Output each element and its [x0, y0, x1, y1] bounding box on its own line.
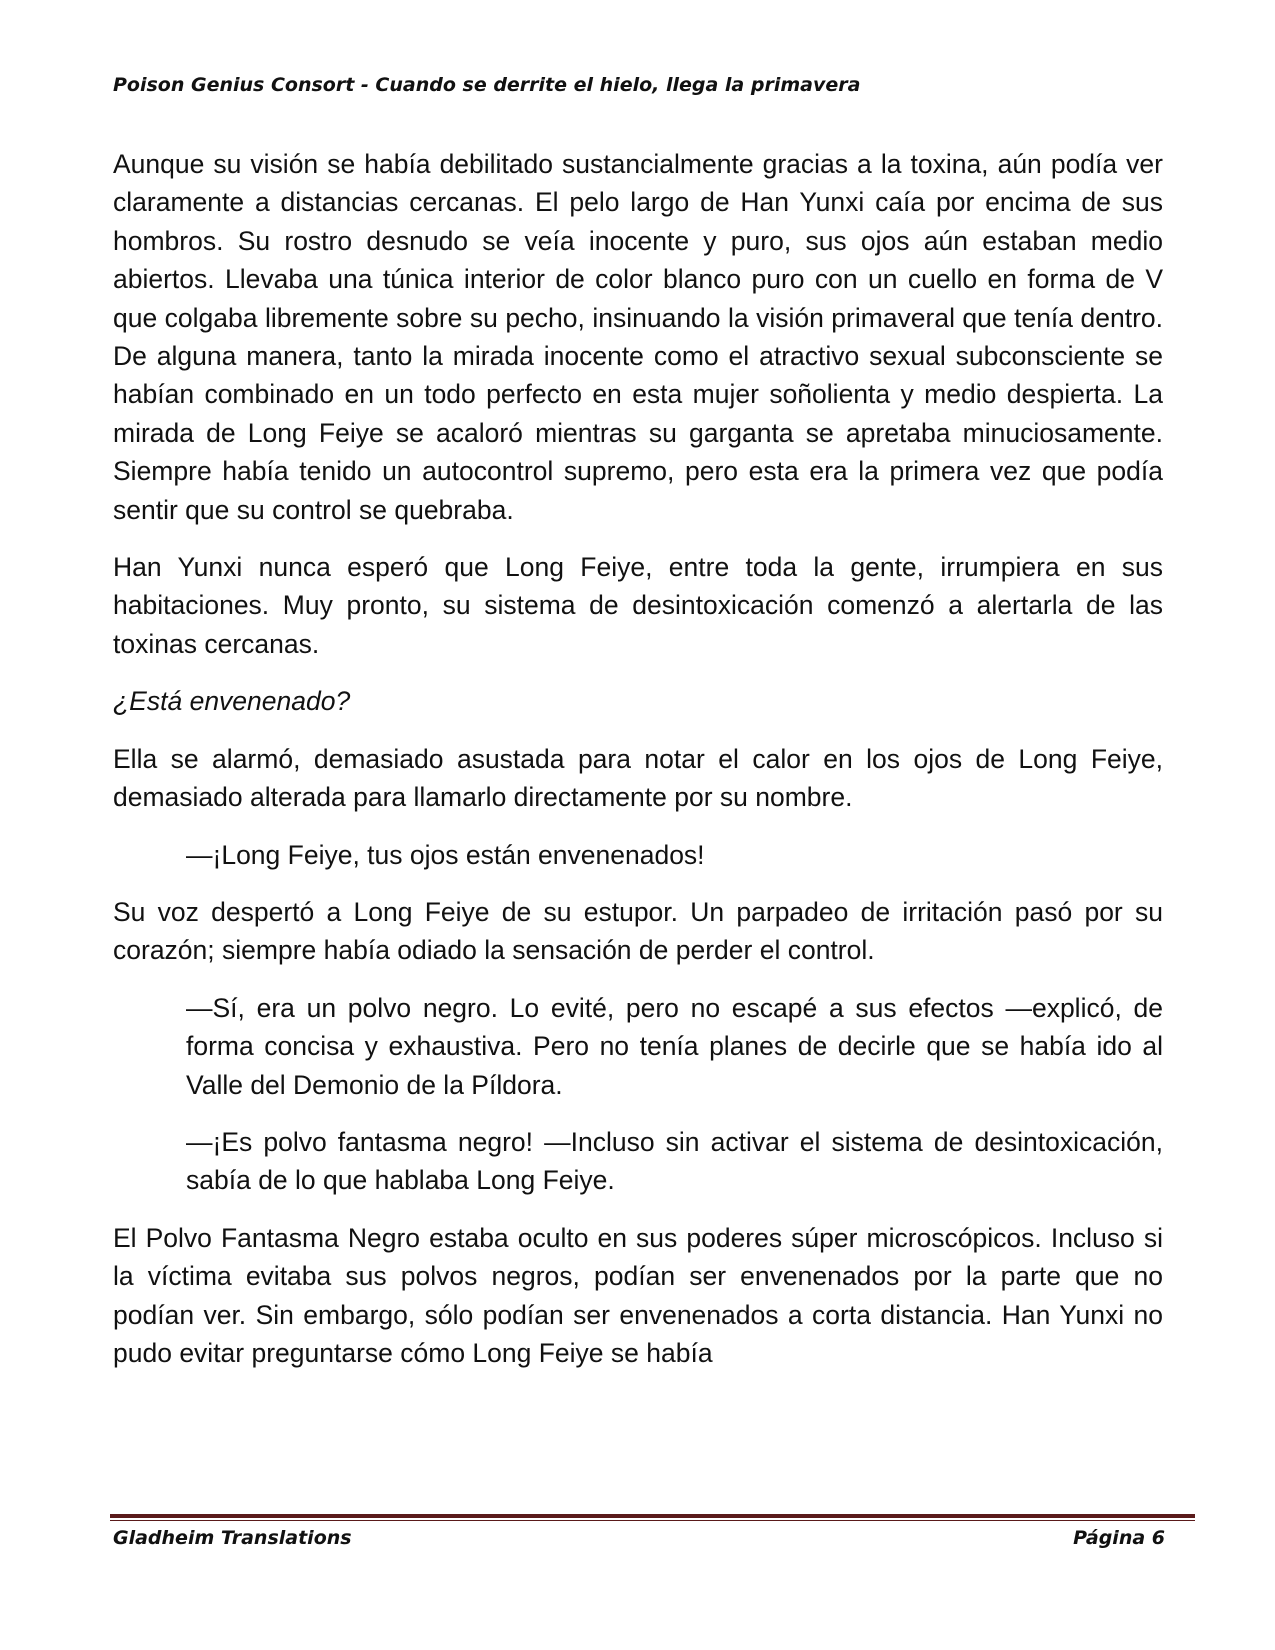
- document-body: [113, 145, 1163, 1372]
- paragraph-italic-thought: ¿Está envenenado?: [113, 686, 351, 717]
- paragraph: Han Yunxi nunca esperó que Long Feiye, entre toda la gente, irrumpiera en sus habitaciones. Muy pronto, su sistema de desintoxicación comenzó a alertarla de las toxinas cercanas.: [113, 552, 1163, 659]
- paragraph: Ella se alarmó, demasiado asustada para notar el calor en los ojos de Long Feiye, demasiado alterada para llamarlo directamente por su nombre.: [113, 743, 1163, 813]
- dialogue-paragraph: —¡Es polvo fantasma negro! —Incluso sin activar el sistema de desintoxicación, sabía de lo que hablaba Long Feiye.: [186, 1126, 1163, 1196]
- footer-divider-thin: [110, 1520, 1195, 1521]
- dialogue-paragraph: —Sí, era un polvo negro. Lo evité, pero no escapé a sus efectos —explicó, de forma concisa y exhaustiva. Pero no tenía planes de decirle que se había ido al Valle del Demonio de la Píldora.: [186, 992, 1163, 1100]
- footer-publisher: Gladheim Translations: [113, 1527, 352, 1549]
- page-number: Página 6: [1073, 1527, 1165, 1549]
- running-header: Poison Genius Consort - Cuando se derrite el hielo, llega la primavera: [113, 74, 861, 96]
- paragraph: Su voz despertó a Long Feiye de su estupor. Un parpadeo de irritación pasó por su corazón; siempre había odiado la sensación de perder el control.: [113, 896, 1163, 966]
- paragraph: Aunque su visión se había debilitado sustancialmente gracias a la toxina, aún podía ver claramente a distancias cercanas. El pelo largo de Han Yunxi caía por encima de sus hombros. Su rostro desnudo se veía inocente y puro, sus ojos aún estaban medio abiertos. Llevaba una túnica interior de color blanco puro con un cuello en forma de V que colgaba libremente sobre su pecho, insinuando la visión primaveral que tenía dentro. De alguna manera, tanto la mirada inocente como el atractivo sexual subconsciente se habían combinado en un todo perfecto en esta mujer soñolienta y medio despierta. La mirada de Long Feiye se acaloró mientras su garganta se apretaba minuciosamente. Siempre había tenido un autocontrol supremo, pero esta era la primera vez que podía sentir que su control se quebraba.: [113, 149, 1163, 525]
- footer-divider: [110, 1514, 1195, 1518]
- paragraph: El Polvo Fantasma Negro estaba oculto en sus poderes súper microscópicos. Incluso si la víctima evitaba sus polvos negros, podían ser envenenados por la parte que no podían ver. Sin embargo, sólo podían ser envenenados a corta distancia. Han Yunxi no pudo evitar preguntarse cómo Long Feiye se había: [113, 1222, 1163, 1368]
- dialogue-paragraph: —¡Long Feiye, tus ojos están envenenados!: [186, 839, 705, 870]
